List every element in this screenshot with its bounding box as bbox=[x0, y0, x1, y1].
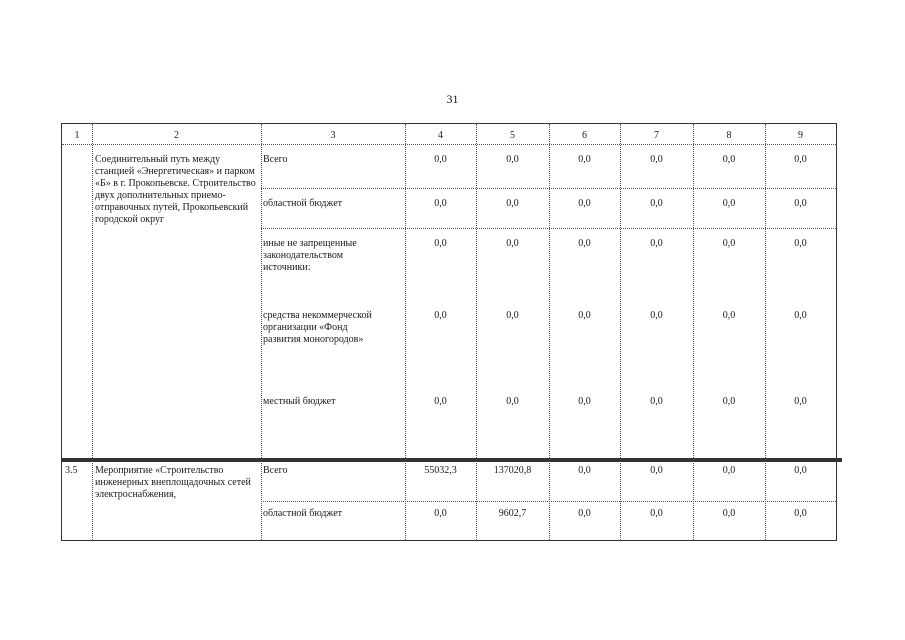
value-cell: 0,0 bbox=[794, 154, 807, 165]
header-cell: 5 bbox=[510, 130, 515, 141]
value-cell: 0,0 bbox=[650, 310, 663, 321]
funding-source: средства некоммерческой организации «Фонд развития моногородов» bbox=[263, 310, 372, 345]
value-cell: 0,0 bbox=[578, 465, 591, 476]
value-cell: 0,0 bbox=[650, 238, 663, 249]
funding-source: местный бюджет bbox=[263, 396, 336, 407]
value-cell: 0,0 bbox=[578, 396, 591, 407]
col-divider bbox=[476, 124, 477, 540]
header-cell: 7 bbox=[654, 130, 659, 141]
col-divider bbox=[620, 124, 621, 540]
value-cell: 9602,7 bbox=[498, 508, 527, 519]
value-cell: 0,0 bbox=[578, 238, 591, 249]
col-divider bbox=[549, 124, 550, 540]
value-cell: 0,0 bbox=[506, 396, 519, 407]
value-cell: 0,0 bbox=[794, 238, 807, 249]
value-cell: 0,0 bbox=[434, 154, 447, 165]
funding-source: Всего bbox=[263, 154, 288, 165]
header-cell: 6 bbox=[582, 130, 587, 141]
value-cell: 0,0 bbox=[578, 198, 591, 209]
value-cell: 0,0 bbox=[506, 154, 519, 165]
item-name: Мероприятие «Строительство инженерных внеплощадочных сетей электроснабжения, bbox=[95, 465, 251, 500]
value-cell: 0,0 bbox=[506, 198, 519, 209]
value-cell: 0,0 bbox=[794, 396, 807, 407]
value-cell: 0,0 bbox=[722, 310, 736, 321]
value-cell: 0,0 bbox=[578, 154, 591, 165]
value-cell: 0,0 bbox=[794, 508, 807, 519]
value-cell: 0,0 bbox=[434, 198, 447, 209]
value-cell: 0,0 bbox=[506, 310, 519, 321]
header-cell: 8 bbox=[726, 130, 732, 141]
value-cell: 0,0 bbox=[722, 508, 736, 519]
funding-source: областной бюджет bbox=[263, 508, 343, 519]
value-cell: 0,0 bbox=[578, 310, 591, 321]
value-cell: 0,0 bbox=[650, 154, 663, 165]
header-cell: 9 bbox=[798, 130, 803, 141]
value-cell: 0,0 bbox=[722, 238, 736, 249]
page-number: 31 bbox=[446, 92, 459, 106]
item-name: Соединительный путь между станцией «Энергетическая» и парком «Б» в г. Прокопьевске. Строительство двух дополнительных приемо-отправочных путей, Прокопьевский городской округ bbox=[95, 154, 256, 225]
value-cell: 0,0 bbox=[434, 396, 447, 407]
value-cell: 0,0 bbox=[650, 198, 663, 209]
value-cell: 0,0 bbox=[650, 465, 663, 476]
header-cell: 3 bbox=[330, 130, 336, 141]
funding-source: иные не запрещенные законодательством источники: bbox=[263, 238, 357, 273]
header-cell: 4 bbox=[438, 130, 443, 141]
budget-table bbox=[61, 123, 837, 541]
header-cell: 2 bbox=[174, 130, 179, 141]
value-cell: 0,0 bbox=[434, 238, 447, 249]
item-number: 3.5 bbox=[65, 465, 78, 476]
header-cell: 1 bbox=[74, 130, 80, 141]
value-cell: 0,0 bbox=[578, 508, 591, 519]
value-cell: 0,0 bbox=[722, 396, 736, 407]
value-cell: 0,0 bbox=[650, 508, 663, 519]
value-cell: 0,0 bbox=[434, 508, 447, 519]
col-divider bbox=[405, 124, 406, 540]
value-cell: 0,0 bbox=[794, 198, 807, 209]
value-cell: 0,0 bbox=[434, 310, 447, 321]
col-divider bbox=[261, 124, 262, 540]
block-divider bbox=[62, 458, 842, 462]
value-cell: 0,0 bbox=[722, 198, 736, 209]
value-cell: 55032,3 bbox=[424, 465, 457, 476]
value-cell: 137020,8 bbox=[493, 465, 532, 476]
col-divider bbox=[693, 124, 694, 540]
value-cell: 0,0 bbox=[794, 465, 807, 476]
value-cell: 0,0 bbox=[722, 465, 736, 476]
value-cell: 0,0 bbox=[722, 154, 736, 165]
col-divider bbox=[765, 124, 766, 540]
funding-source: областной бюджет bbox=[263, 198, 343, 209]
value-cell: 0,0 bbox=[506, 238, 519, 249]
funding-source: Всего bbox=[263, 465, 288, 476]
value-cell: 0,0 bbox=[650, 396, 663, 407]
header-divider bbox=[62, 144, 836, 145]
value-cell: 0,0 bbox=[794, 310, 807, 321]
col-divider bbox=[92, 124, 93, 540]
